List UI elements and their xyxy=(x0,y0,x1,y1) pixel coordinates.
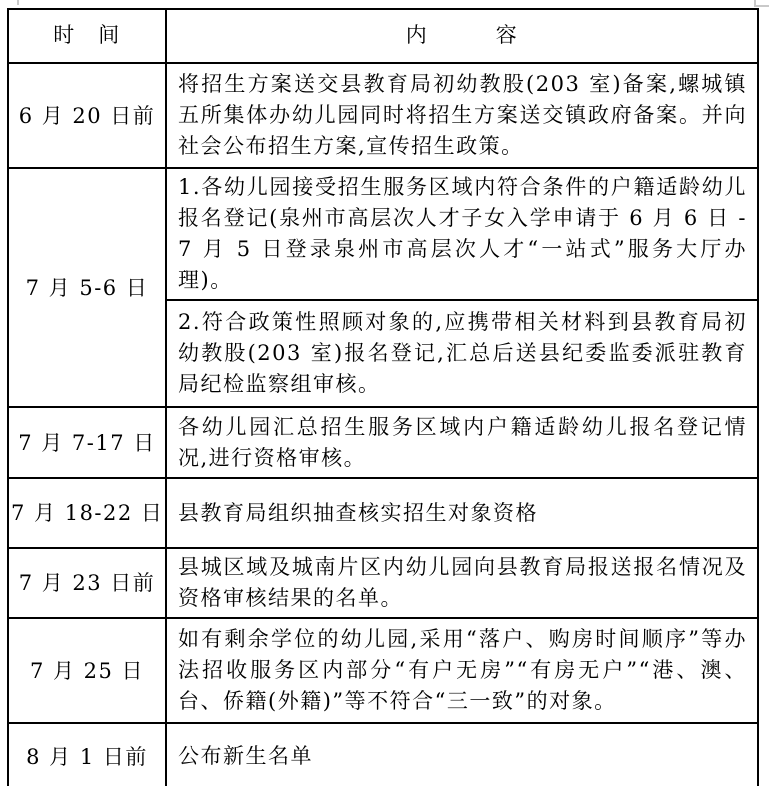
time-cell: 8 月 1 日前 xyxy=(8,723,166,786)
content-cell: 公布新生名单 xyxy=(166,723,758,786)
column-header-content: 内 容 xyxy=(166,9,758,63)
time-cell: 7 月 18-22 日 xyxy=(8,478,166,548)
column-header-time: 时 间 xyxy=(8,9,166,63)
table-row-july23 xyxy=(8,548,758,618)
time-cell: 7 月 7-17 日 xyxy=(8,407,166,478)
table-row-aug1 xyxy=(8,723,758,786)
table-row-july25 xyxy=(8,618,758,723)
table-row-july5-6-part1 xyxy=(8,168,758,300)
content-cell: 各幼儿园汇总招生服务区域内户籍适龄幼儿报名登记情况,进行资格审核。 xyxy=(166,407,758,478)
content-cell: 县教育局组织抽查核实招生对象资格 xyxy=(166,478,758,548)
schedule-table-wrapper xyxy=(7,8,759,786)
content-cell: 如有剩余学位的幼儿园,采用“落户、购房时间顺序”等办法招收服务区内部分“有户无房”“有房无户”“港、澳、台、侨籍(外籍)”等不符合“三一致”的对象。 xyxy=(166,618,758,723)
content-cell: 2.符合政策性照顾对象的,应携带相关材料到县教育局初幼教股(203 室)报名登记,汇总后送县纪委监委派驻教育局纪检监察组审核。 xyxy=(166,300,758,407)
time-cell: 7 月 25 日 xyxy=(8,618,166,723)
content-cell: 县城区域及城南片区内幼儿园向县教育局报送报名情况及资格审核结果的名单。 xyxy=(166,548,758,618)
crop-artifact-right-bar xyxy=(754,5,769,7)
table-header-row xyxy=(8,9,758,63)
table-row-july18-22 xyxy=(8,478,758,548)
time-cell: 6 月 20 日前 xyxy=(8,63,166,168)
table-row-june20 xyxy=(8,63,758,168)
enrollment-schedule-table xyxy=(7,8,759,786)
time-cell: 7 月 23 日前 xyxy=(8,548,166,618)
crop-artifact-left-tick xyxy=(17,0,19,5)
content-cell: 将招生方案送交县教育局初幼教股(203 室)备案,螺城镇五所集体办幼儿园同时将招生方案送交镇政府备案。并向社会公布招生方案,宣传招生政策。 xyxy=(166,63,758,168)
time-cell: 7 月 5-6 日 xyxy=(8,168,166,407)
content-cell: 1.各幼儿园接受招生服务区域内符合条件的户籍适龄幼儿报名登记(泉州市高层次人才子女入学申请于 6 月 6 日 - 7 月 5 日登录泉州市高层次人才“一站式”服务大厅办理)。 xyxy=(166,168,758,300)
table-row-july7-17 xyxy=(8,407,758,478)
